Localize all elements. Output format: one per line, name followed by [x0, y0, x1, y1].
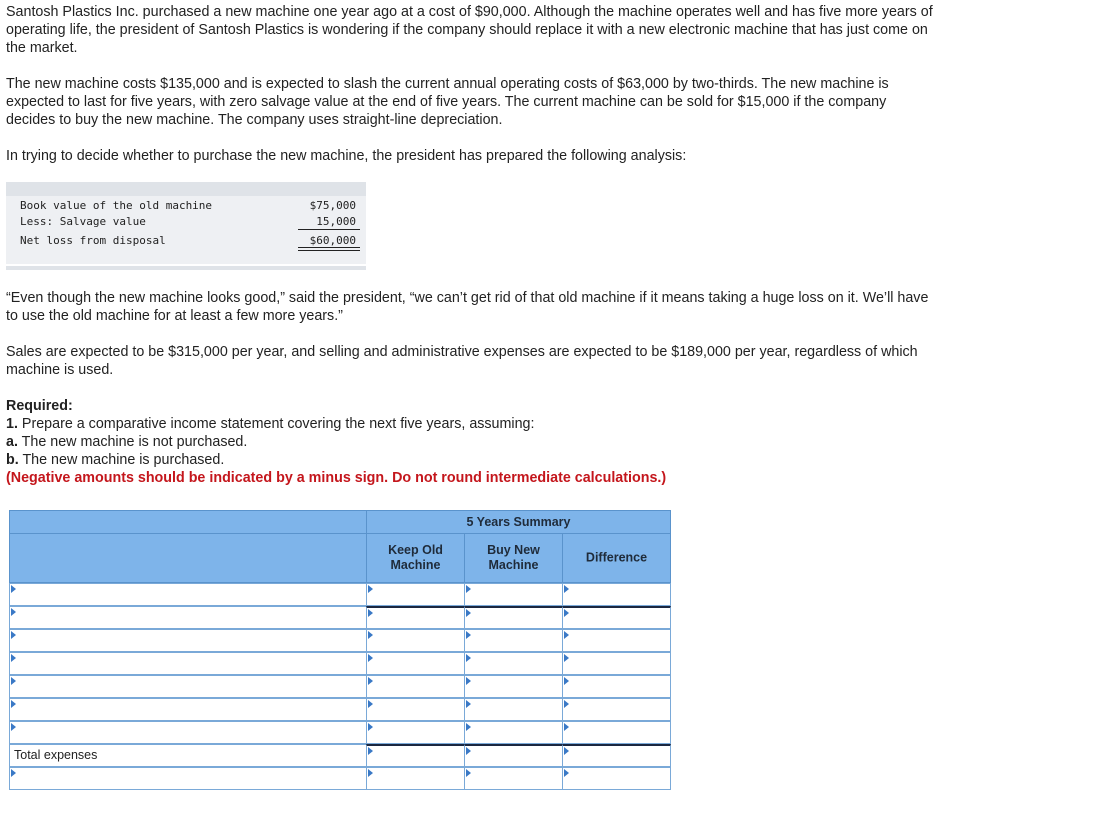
buy-input[interactable] [468, 771, 559, 786]
table-row [9, 767, 671, 790]
keep-cell[interactable] [366, 675, 465, 698]
item-number: 1. [6, 416, 18, 432]
required-item-1 [6, 415, 936, 433]
total-expenses-row [9, 744, 671, 767]
label-cell [9, 744, 367, 767]
buy-input[interactable] [468, 679, 559, 694]
five-years-summary-header: 5 Years Summary [366, 510, 671, 534]
keep-input[interactable] [370, 725, 461, 740]
comparative-income-statement [9, 510, 671, 791]
buy-cell[interactable] [464, 744, 563, 767]
buy-total-input[interactable] [468, 749, 559, 763]
double-underline-divider [298, 247, 360, 248]
keep-input[interactable] [370, 611, 461, 625]
instruction-note: (Negative amounts should be indicated by a minus sign. Do not round intermediate calculations.) [6, 470, 667, 486]
new-machine-paragraph: The new machine costs $135,000 and is expected to slash the current annual operating costs of $63,000 by two-thirds. The new machine is expected to last for five years, with zero salvage value at the end of five years. The current machine can be sold for $15,000 if the company decides to buy the new machine. The company uses straight-line depreciation. [6, 76, 889, 128]
sales-paragraph: Sales are expected to be $315,000 per year, and selling and administrative expenses are expected to be $189,000 per year, regardless of which machine is used. [6, 344, 918, 378]
label-cell[interactable] [9, 629, 367, 652]
diff-total-input[interactable] [566, 749, 667, 763]
analysis-value: $60,000 [309, 234, 356, 247]
diff-input[interactable] [566, 611, 667, 625]
label-cell[interactable] [9, 583, 367, 606]
table-row [9, 675, 671, 698]
item-text: Prepare a comparative income statement covering the next five years, assuming: [21, 416, 535, 432]
label-input[interactable] [13, 610, 363, 625]
underline-divider [298, 229, 360, 230]
buy-cell[interactable] [464, 767, 563, 790]
diff-input[interactable] [566, 587, 667, 602]
keep-cell[interactable] [366, 652, 465, 675]
buy-input[interactable] [468, 725, 559, 740]
problem-intro-paragraph: Santosh Plastics Inc. purchased a new machine one year ago at a cost of $90,000. Although the machine operates well and has five more years of operating life, the president of Santosh Plastics is wondering if the company should replace it with a new electronic machine that has just come on the market. [6, 4, 933, 56]
keep-input[interactable] [370, 656, 461, 671]
label-input[interactable] [13, 771, 363, 786]
table-row [9, 652, 671, 675]
president-quote-paragraph: “Even though the new machine looks good,” said the president, “we can’t get rid of that old machine if it means taking a huge loss on it. We’ll have to use the old machine for at least a few more years.” [6, 290, 929, 324]
double-underline-divider [298, 250, 360, 251]
label-input[interactable] [13, 725, 363, 740]
analysis-value: 15,000 [316, 215, 356, 228]
diff-cell[interactable] [562, 721, 671, 744]
header-caption: Difference [585, 550, 648, 565]
header-caption: Buy New Machine [487, 543, 540, 572]
analysis-row-net-loss [20, 233, 356, 248]
table-bottom-band [6, 266, 366, 270]
item-letter: b. [6, 452, 19, 468]
item-text: The new machine is purchased. [22, 452, 225, 468]
buy-new-machine-header [464, 533, 563, 583]
keep-total-input[interactable] [370, 749, 461, 763]
keep-cell[interactable] [366, 629, 465, 652]
table-row [9, 583, 671, 606]
analysis-label: Net loss from disposal [20, 234, 166, 247]
keep-cell[interactable] [366, 721, 465, 744]
diff-input[interactable] [566, 656, 667, 671]
buy-input[interactable] [468, 656, 559, 671]
table-row [9, 721, 671, 744]
analysis-intro-paragraph: In trying to decide whether to purchase the new machine, the president has prepared the following analysis: [6, 148, 687, 164]
keep-old-machine-header [366, 533, 465, 583]
keep-cell[interactable] [366, 606, 465, 629]
buy-cell[interactable] [464, 606, 563, 629]
buy-cell[interactable] [464, 721, 563, 744]
diff-cell[interactable] [562, 629, 671, 652]
diff-input[interactable] [566, 679, 667, 694]
item-letter: a. [6, 434, 18, 450]
diff-cell[interactable] [562, 652, 671, 675]
table-row [9, 698, 671, 721]
analysis-value: $75,000 [309, 199, 356, 212]
header-caption: Keep Old Machine [388, 543, 443, 572]
required-section [6, 397, 936, 487]
analysis-row-book-value [20, 198, 356, 213]
diff-input[interactable] [566, 633, 667, 648]
analysis-row-salvage [20, 214, 356, 229]
diff-cell[interactable] [562, 583, 671, 606]
keep-cell[interactable] [366, 583, 465, 606]
keep-input[interactable] [370, 633, 461, 648]
buy-cell[interactable] [464, 583, 563, 606]
table-row [9, 606, 671, 629]
label-cell[interactable] [9, 606, 367, 629]
president-analysis-table [6, 182, 366, 264]
keep-cell[interactable] [366, 698, 465, 721]
diff-cell[interactable] [562, 698, 671, 721]
diff-input[interactable] [566, 725, 667, 740]
buy-input[interactable] [468, 611, 559, 625]
label-cell[interactable] [9, 675, 367, 698]
diff-input[interactable] [566, 771, 667, 786]
buy-input[interactable] [468, 587, 559, 602]
label-input[interactable] [13, 587, 363, 602]
table-row [9, 629, 671, 652]
label-input[interactable] [13, 679, 363, 694]
label-input[interactable] [13, 656, 363, 671]
diff-cell[interactable] [562, 606, 671, 629]
header-blank-top [9, 510, 367, 534]
label-cell[interactable] [9, 698, 367, 721]
item-text: The new machine is not purchased. [21, 434, 248, 450]
buy-cell[interactable] [464, 629, 563, 652]
keep-cell[interactable] [366, 744, 465, 767]
keep-input[interactable] [370, 679, 461, 694]
label-cell[interactable] [9, 767, 367, 790]
buy-cell[interactable] [464, 698, 563, 721]
keep-input[interactable] [370, 587, 461, 602]
keep-input[interactable] [370, 771, 461, 786]
difference-header [562, 533, 671, 583]
keep-cell[interactable] [366, 767, 465, 790]
label-cell[interactable] [9, 652, 367, 675]
keep-input[interactable] [370, 702, 461, 717]
buy-input[interactable] [468, 633, 559, 648]
buy-input[interactable] [468, 702, 559, 717]
required-heading: Required: [6, 398, 73, 414]
label-input[interactable] [13, 633, 363, 648]
diff-input[interactable] [566, 702, 667, 717]
label-cell[interactable] [9, 721, 367, 744]
diff-cell[interactable] [562, 675, 671, 698]
diff-cell[interactable] [562, 744, 671, 767]
total-expenses-label: Total expenses [14, 748, 98, 762]
buy-cell[interactable] [464, 652, 563, 675]
analysis-label: Book value of the old machine [20, 199, 213, 212]
buy-cell[interactable] [464, 675, 563, 698]
label-input[interactable] [13, 702, 363, 717]
required-item-a [6, 433, 936, 451]
diff-cell[interactable] [562, 767, 671, 790]
header-blank-label-column [9, 533, 367, 583]
required-item-b [6, 451, 936, 469]
analysis-label: Less: Salvage value [20, 215, 146, 228]
